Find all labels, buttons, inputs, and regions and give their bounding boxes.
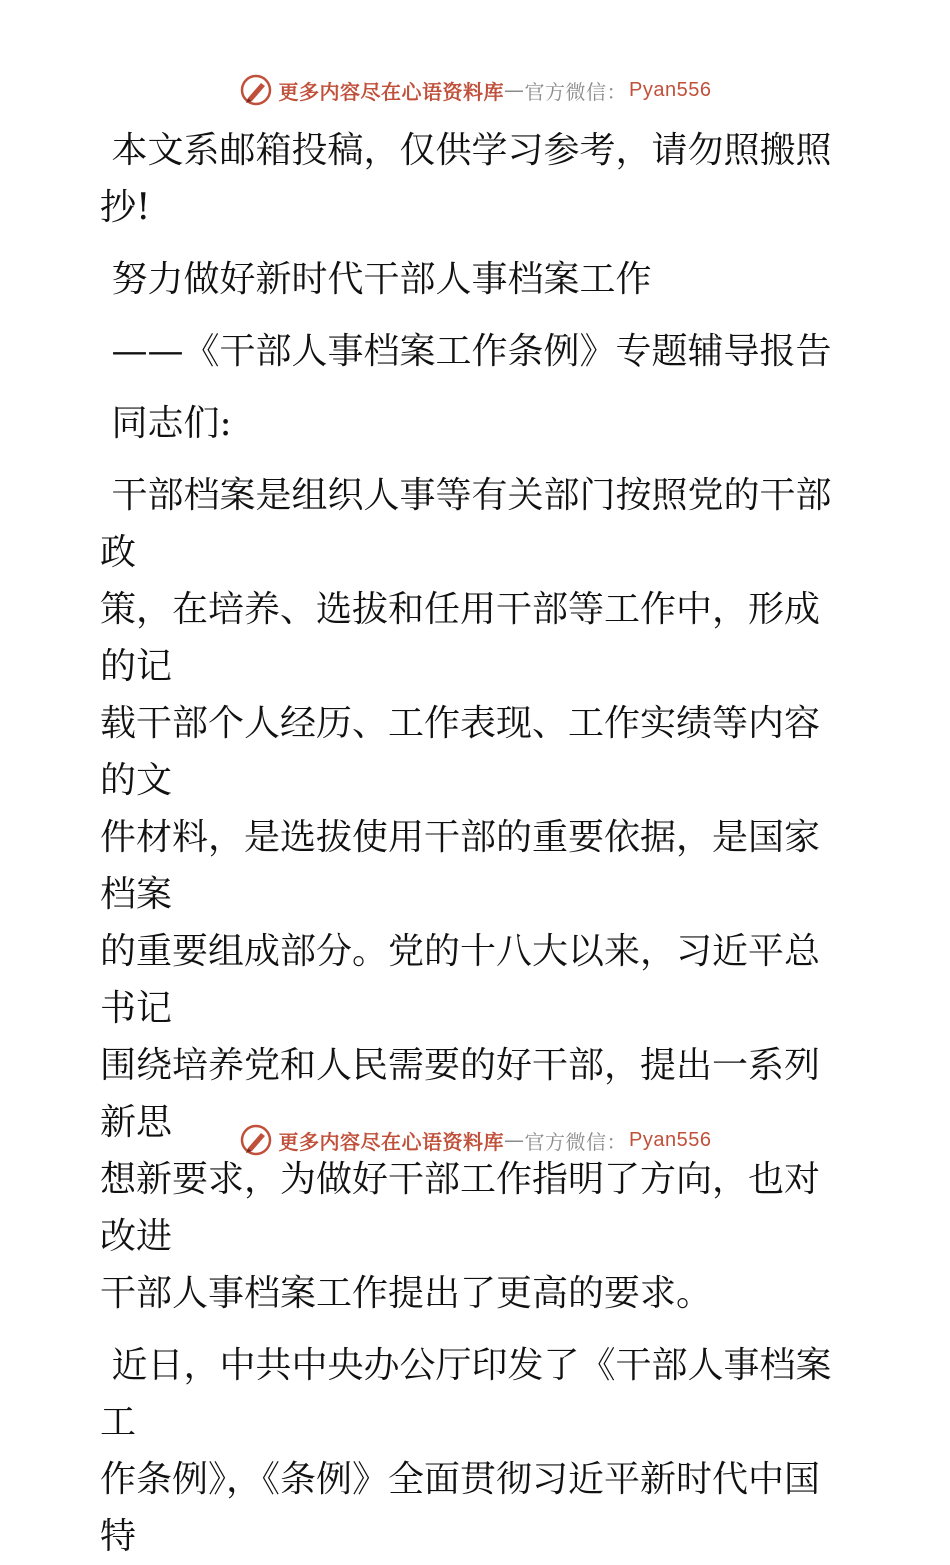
paragraph-line: 件材料，是选拔使用干部的重要依据，是国家档案 (100, 817, 821, 915)
banner-text: 更多内容尽在心语资料库 (278, 1129, 505, 1154)
document-title: 努力做好新时代干部人事档案工作 (100, 259, 652, 300)
salutation: 同志们: (100, 403, 232, 444)
paragraph-line: 近日，中共中央办公厅印发了《干部人事档案工 (100, 1345, 832, 1443)
paragraph-line: 策，在培养、选拔和任用干部等工作中，形成的记 (100, 589, 821, 687)
document-body (100, 122, 850, 1565)
pen-logo-icon (239, 1123, 273, 1157)
paragraph-line: 想新要求，为做好干部工作指明了方向，也对改进 (100, 1159, 821, 1257)
header-banner (0, 70, 950, 110)
notice-line: 抄! (100, 187, 151, 228)
banner-label: 官方微信： (524, 79, 628, 104)
notice-line: 本文系邮箱投稿，仅供学习参考，请勿照搬照 (100, 130, 832, 171)
banner-wechat-id: Pyan556 (629, 78, 712, 101)
paragraph-line: 载干部个人经历、工作表现、工作实绩等内容的文 (100, 703, 821, 801)
banner-dash: — (504, 78, 525, 102)
paragraph-line: 干部人事档案工作提出了更高的要求。 (100, 1273, 713, 1314)
paragraph-line: 作条例》，《条例》全面贯彻习近平新时代中国特 (100, 1459, 821, 1557)
paragraph-1 (100, 467, 850, 1322)
paragraph-line: 围绕培养党和人民需要的好干部，提出一系列新思 (100, 1045, 821, 1143)
paragraph-line: 干部档案是组织人事等有关部门按照党的干部政 (100, 475, 832, 573)
paragraph-line: 的重要组成部分。党的十八大以来，习近平总书记 (100, 931, 821, 1029)
document-subtitle: ——《干部人事档案工作条例》专题辅导报告 (100, 331, 832, 372)
banner-text: 更多内容尽在心语资料库 (278, 79, 505, 104)
paragraph-2 (100, 1337, 850, 1565)
banner-label: 官方微信： (524, 1129, 628, 1154)
pen-logo-icon (239, 73, 273, 107)
footer-banner (0, 1120, 950, 1160)
banner-wechat-id: Pyan556 (629, 1128, 712, 1151)
banner-dash: — (504, 1128, 525, 1152)
